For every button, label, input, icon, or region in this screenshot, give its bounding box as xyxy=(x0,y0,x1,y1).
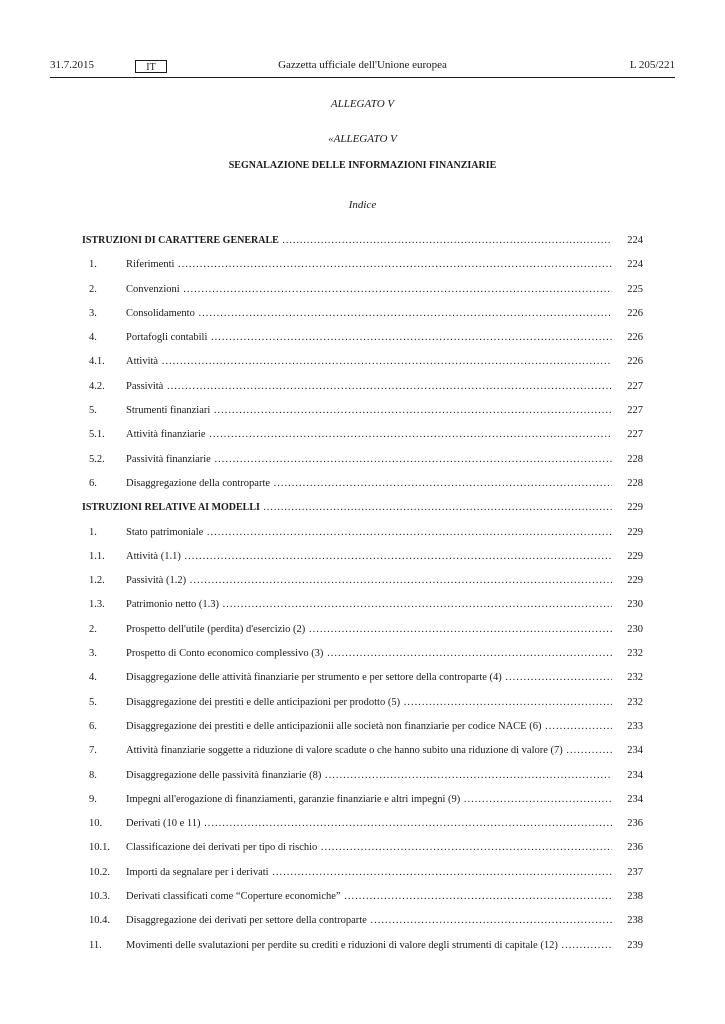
page-header xyxy=(50,59,675,75)
table-of-contents xyxy=(82,229,644,958)
toc-entry-number: 11. xyxy=(89,939,102,951)
toc-entry-leader xyxy=(126,569,612,593)
header-rule xyxy=(50,77,675,78)
toc-entry xyxy=(82,326,644,350)
toc-entry-number: 6. xyxy=(89,720,97,732)
toc-entry-number: 1. xyxy=(89,259,97,271)
main-title: SEGNALAZIONE DELLE INFORMAZIONI FINANZIARIE xyxy=(228,160,497,171)
toc-entry-leader xyxy=(126,521,612,545)
toc-entry xyxy=(82,253,644,277)
toc-entry-leader xyxy=(126,375,612,399)
toc-entry-page: 234 xyxy=(627,793,643,805)
toc-entry-leader xyxy=(126,593,612,617)
toc-entry-page: 227 xyxy=(627,405,643,417)
toc-entry-leader xyxy=(126,691,612,715)
toc-entry xyxy=(82,909,644,933)
toc-entry xyxy=(82,521,644,545)
toc-entry-title: Attività finanziarie soggette a riduzione di valore scadute o che hanno subito una riduzione di valore (7) ..... xyxy=(126,745,612,756)
toc-entry-page: 234 xyxy=(627,769,643,781)
toc-entry-leader xyxy=(126,885,612,909)
toc-entry-number: 7. xyxy=(89,745,97,757)
toc-entry xyxy=(82,812,644,836)
toc-entry-page: 229 xyxy=(627,575,643,587)
toc-entry-leader xyxy=(126,399,612,423)
toc-entry-title: Prospetto di Conto economico complessivo (3) ..... xyxy=(126,648,612,659)
toc-entry-number: 8. xyxy=(89,769,97,781)
toc-entry-title: Patrimonio netto (1.3) ..... xyxy=(126,599,612,610)
toc-entry xyxy=(82,302,644,326)
toc-entry-leader xyxy=(126,326,612,350)
toc-entry xyxy=(82,448,644,472)
toc-entry xyxy=(82,715,644,739)
toc-entry-leader xyxy=(126,836,612,860)
toc-section-heading xyxy=(82,229,644,253)
toc-entry xyxy=(82,861,644,885)
toc-entry-title: Prospetto dell'utile (perdita) d'esercizio (2) ..... xyxy=(126,624,612,635)
toc-entry-number: 3. xyxy=(89,648,97,660)
toc-entry-number: 1.3. xyxy=(89,599,105,611)
toc-entry-number: 1.1. xyxy=(89,550,105,562)
toc-entry-leader xyxy=(126,618,612,642)
toc-entry-number: 1.2. xyxy=(89,575,105,587)
toc-entry-page: 227 xyxy=(627,380,643,392)
toc-entry-number: 3. xyxy=(89,307,97,319)
toc-entry xyxy=(82,666,644,690)
toc-entry-number: 5. xyxy=(89,696,97,708)
toc-entry-page: 229 xyxy=(627,526,643,538)
toc-entry-title: Disaggregazione della controparte ..... xyxy=(126,478,612,489)
toc-entry-page: 232 xyxy=(627,672,643,684)
toc-entry-number: 5.2. xyxy=(89,453,105,465)
toc-entry-leader xyxy=(126,253,612,277)
toc-entry-title: Stato patrimoniale ..... xyxy=(126,527,612,538)
toc-entry xyxy=(82,350,644,374)
journal-title: Gazzetta ufficiale dell'Unione europea xyxy=(278,59,447,71)
toc-entry-title: Disaggregazione dei derivati per settore della controparte ..... xyxy=(126,915,612,926)
toc-entry xyxy=(82,836,644,860)
toc-entry-page: 232 xyxy=(627,648,643,660)
toc-entry-page: 225 xyxy=(627,283,643,295)
toc-entry-number: 4.2. xyxy=(89,380,105,392)
toc-entry xyxy=(82,472,644,496)
toc-entry-leader xyxy=(126,278,612,302)
toc-entry xyxy=(82,691,644,715)
toc-entry-number: 5.1. xyxy=(89,429,105,441)
publication-date: 31.7.2015 xyxy=(50,59,94,71)
toc-entry-page: 236 xyxy=(627,842,643,854)
toc-entry-leader xyxy=(126,934,612,958)
toc-entry-title: ISTRUZIONI RELATIVE AI MODELLI ..... xyxy=(82,502,612,513)
toc-entry-title: Disaggregazione delle passività finanziarie (8) ..... xyxy=(126,770,612,781)
annex-heading: ALLEGATO V xyxy=(330,98,395,110)
toc-entry-title: Disaggregazione dei prestiti e delle anticipazioni per prodotto (5) ..... xyxy=(126,697,612,708)
toc-entry xyxy=(82,764,644,788)
toc-entry-page: 238 xyxy=(627,891,643,903)
toc-entry-title: Disaggregazione delle attività finanziarie per strumento e per settore della controparte (4) ..... xyxy=(126,672,612,683)
toc-entry xyxy=(82,788,644,812)
toc-entry-number: 10.1. xyxy=(89,842,110,854)
toc-entry xyxy=(82,399,644,423)
language-badge: IT xyxy=(135,60,167,73)
toc-entry-number: 6. xyxy=(89,477,97,489)
toc-entry-number: 10.4. xyxy=(89,915,110,927)
toc-entry-title: Attività finanziarie ..... xyxy=(126,429,612,440)
toc-entry xyxy=(82,545,644,569)
toc-entry-number: 4. xyxy=(89,332,97,344)
toc-entry-number: 4. xyxy=(89,672,97,684)
toc-entry-page: 229 xyxy=(627,550,643,562)
toc-entry-title: Derivati (10 e 11) ..... xyxy=(126,818,612,829)
toc-entry-leader xyxy=(126,423,612,447)
toc-entry xyxy=(82,375,644,399)
toc-entry xyxy=(82,885,644,909)
toc-entry-title: Passività finanziarie ..... xyxy=(126,454,612,465)
toc-entry-title: Strumenti finanziari ..... xyxy=(126,405,612,416)
toc-entry-title: Portafogli contabili ..... xyxy=(126,332,612,343)
toc-entry-title: Attività (1.1) ..... xyxy=(126,551,612,562)
toc-entry-leader xyxy=(126,861,612,885)
toc-entry-page: 233 xyxy=(627,720,643,732)
toc-entry-leader xyxy=(126,666,612,690)
toc-entry-number: 9. xyxy=(89,793,97,805)
toc-entry-page: 236 xyxy=(627,818,643,830)
toc-entry-page: 228 xyxy=(627,477,643,489)
toc-entry-page: 224 xyxy=(627,235,643,246)
toc-entry xyxy=(82,423,644,447)
toc-entry-page: 224 xyxy=(627,259,643,271)
toc-section-heading xyxy=(82,496,644,520)
toc-entry-leader xyxy=(126,302,612,326)
index-label: Indice xyxy=(348,199,377,211)
toc-entry-leader xyxy=(126,448,612,472)
toc-entry xyxy=(82,278,644,302)
toc-entry-title: Disaggregazione dei prestiti e delle anticipazionii alle società non finanziarie per codice NACE (6) ..... xyxy=(126,721,612,732)
toc-entry-title: Passività (1.2) ..... xyxy=(126,575,612,586)
toc-entry-title: Attività ..... xyxy=(126,356,612,367)
toc-entry-title: Riferimenti ..... xyxy=(126,259,612,270)
toc-entry-number: 5. xyxy=(89,405,97,417)
toc-entry-page: 239 xyxy=(627,939,643,951)
toc-entry-title: Passività ..... xyxy=(126,381,612,392)
toc-entry-leader xyxy=(126,739,612,763)
toc-entry-page: 229 xyxy=(627,502,643,514)
toc-entry-number: 10. xyxy=(89,818,103,830)
toc-entry xyxy=(82,934,644,958)
toc-entry-number: 2. xyxy=(89,283,97,295)
toc-entry-page: 234 xyxy=(627,745,643,757)
page-reference: L 205/221 xyxy=(629,59,675,71)
toc-entry-number: 4.1. xyxy=(89,356,105,368)
toc-entry-page: 230 xyxy=(627,623,643,635)
toc-entry-page: 232 xyxy=(627,696,643,708)
toc-entry-number: 10.2. xyxy=(89,866,110,878)
toc-entry-leader xyxy=(126,764,612,788)
toc-entry-leader xyxy=(126,350,612,374)
toc-entry-page: 228 xyxy=(627,453,643,465)
toc-entry-page: 226 xyxy=(627,307,643,319)
toc-entry-title: Convenzioni ..... xyxy=(126,284,612,295)
toc-entry-number: 2. xyxy=(89,623,97,635)
toc-entry-leader xyxy=(126,545,612,569)
toc-entry-number: 1. xyxy=(89,526,97,538)
toc-entry-page: 227 xyxy=(627,429,643,441)
toc-entry-title: Impegni all'erogazione di finanziamenti, garanzie finanziarie e altri impegni (9) ..... xyxy=(126,794,612,805)
toc-entry-leader xyxy=(126,472,612,496)
toc-entry-title: Movimenti delle svalutazioni per perdite su crediti e riduzioni di valore degli strumenti di capitale (12) ..... xyxy=(126,940,612,951)
toc-entry-leader xyxy=(126,812,612,836)
toc-entry-leader xyxy=(126,909,612,933)
toc-entry xyxy=(82,593,644,617)
toc-entry xyxy=(82,569,644,593)
toc-entry-title: Classificazione dei derivati per tipo di rischio ..... xyxy=(126,842,612,853)
toc-entry-leader xyxy=(82,229,612,253)
toc-entry-leader xyxy=(126,715,612,739)
toc-entry-title: ISTRUZIONI DI CARATTERE GENERALE ..... xyxy=(82,235,612,246)
annex-quoted-heading: «ALLEGATO V xyxy=(328,133,397,145)
toc-entry-page: 226 xyxy=(627,356,643,368)
toc-entry-page: 226 xyxy=(627,332,643,344)
toc-entry-page: 230 xyxy=(627,599,643,611)
toc-entry xyxy=(82,739,644,763)
toc-entry-title: Derivati classificati come “Coperture economiche” ..... xyxy=(126,891,612,902)
toc-entry-leader xyxy=(82,496,612,520)
toc-entry-number: 10.3. xyxy=(89,891,110,903)
toc-entry-page: 237 xyxy=(627,866,643,878)
toc-entry-leader xyxy=(126,788,612,812)
toc-entry-title: Importi da segnalare per i derivati ..... xyxy=(126,867,612,878)
toc-entry-title: Consolidamento ..... xyxy=(126,308,612,319)
toc-entry xyxy=(82,618,644,642)
toc-entry-leader xyxy=(126,642,612,666)
toc-entry xyxy=(82,642,644,666)
toc-entry-page: 238 xyxy=(627,915,643,927)
